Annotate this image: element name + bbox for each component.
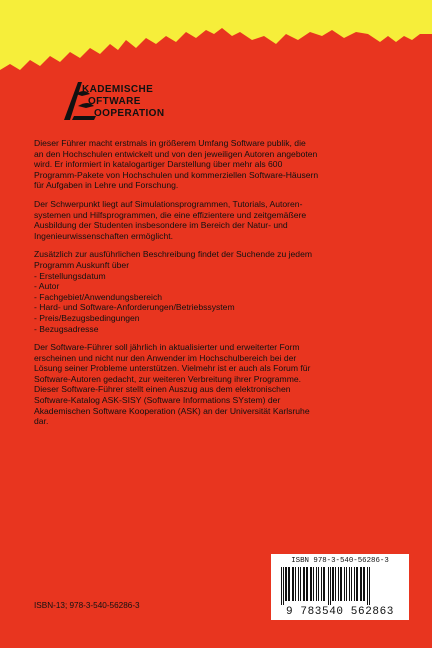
text-line: systemen und Hilfsprogrammen, die eine effizientere und zeitgemäßere <box>34 209 307 220</box>
text-line: Ingenieurwissenschaften ermöglicht. <box>34 230 174 241</box>
text-line: Dieser Führer macht erstmals in größerem Umfang Software publik, die <box>34 138 306 148</box>
text-line: Der Software-Führer soll jährlich in aktualisierter und erweiterter Form <box>34 342 300 353</box>
text-line: Ausbildung der Studenten insbesondere im Bereich der Natur- und <box>34 220 288 231</box>
text-line: Dieser Software-Führer stellt einen Auszug aus dem elektronischen <box>34 384 291 395</box>
text-line: Zusätzlich zur ausführlichen Beschreibung findet der Suchende zu jedem <box>34 249 313 260</box>
barcode <box>271 554 409 620</box>
logo-word-software: OFTWARE <box>88 96 141 107</box>
list-item: - Preis/Bezugsbedingungen <box>34 312 140 323</box>
info-list <box>34 271 404 335</box>
list-item: - Hard- und Software-Anforderungen/Betriebssystem <box>34 302 235 313</box>
list-item: - Autor <box>34 281 60 292</box>
text-line: Software-Autoren gedacht, zur weiteren Verbreitung ihrer Programme. <box>34 373 302 384</box>
paragraph-intro <box>34 138 404 191</box>
text-line: Software-Katalog ASK-SISY (Software Informations SYstem) der <box>34 395 281 406</box>
paragraph-focus <box>34 199 404 241</box>
text-line: Lösung seiner Probleme unterstützen. Vielmehr ist er auch als Forum für <box>34 363 311 374</box>
text-line: Programm-Pakete von Hochschulen und kommerziellen Software-Häusern <box>34 169 319 180</box>
barcode-bars-icon <box>275 567 405 605</box>
text-line: an den Hochschulen entwickelt und von den jeweiligen Autoren angeboten <box>34 148 318 159</box>
text-line: Akademischen Software Kooperation (ASK) an der Universität Karlsruhe <box>34 405 310 416</box>
text-line: wird. Er informiert in katalogartiger Darstellung über mehr als 600 <box>34 159 283 170</box>
text-line: dar. <box>34 416 49 427</box>
logo-word-akademische: KADEMISCHE <box>82 84 154 95</box>
text-line: erscheinen und nicht nur den Anwender im Hochschulbereich bei der <box>34 352 297 363</box>
back-cover-description <box>34 138 404 435</box>
text-line: Programm Auskunft über <box>34 259 130 270</box>
list-item: - Erstellungsdatum <box>34 270 106 281</box>
barcode-isbn-text: ISBN 978-3-540-56286-3 <box>291 557 389 565</box>
ask-logo <box>60 80 200 120</box>
list-item: - Bezugsadresse <box>34 323 99 334</box>
logo-word-kooperation: OOPERATION <box>94 108 165 119</box>
barcode-digits: 9 783540 562863 <box>285 606 395 618</box>
isbn-label: ISBN-13; 978-3-540-56286-3 <box>34 601 140 610</box>
text-line: für Aufgaben in Lehre und Forschung. <box>34 180 179 191</box>
text-line: Der Schwerpunkt liegt auf Simulationsprogrammen, Tutorials, Autoren- <box>34 198 303 209</box>
list-item: - Fachgebiet/Anwendungsbereich <box>34 291 163 302</box>
paragraph-info <box>34 249 404 270</box>
paragraph-outlook <box>34 342 404 427</box>
